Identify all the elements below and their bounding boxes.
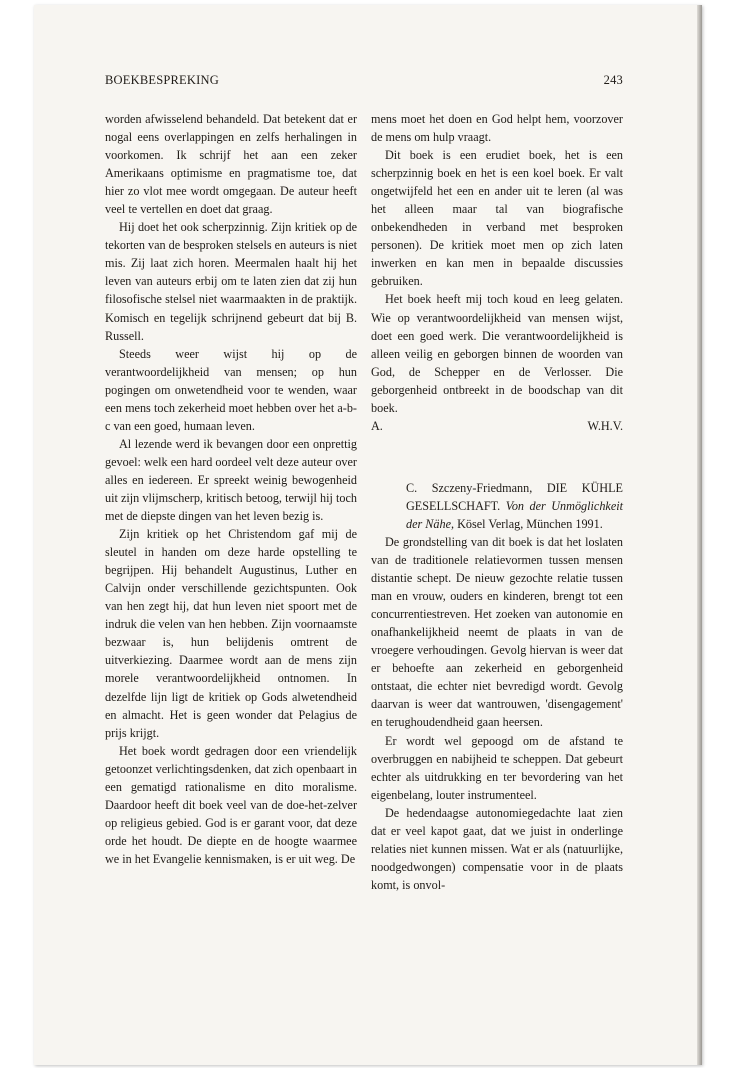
reviewer-initials: W.H.V. bbox=[587, 418, 623, 433]
page-edge-shadow bbox=[697, 5, 702, 1065]
paragraph: Al lezende werd ik bevangen door een onprettig gevoel: welk een hard oordeel velt deze auteur over alles en iedereen. Er spreekt weinig bewogenheid uit zijn vlijmscherp, kritisch betoog, terwijl hij toch met de diepste dingen van het leven bezig is. bbox=[105, 436, 357, 524]
book-author-title: C. Szczeny-Friedmann, DIE KÜHLE GESELLSCHAFT. bbox=[406, 480, 623, 513]
paragraph: Er wordt wel gepoogd om de afstand te overbruggen en nabijheid te scheppen. Dat gebeurt echter als uitdrukking en ter bevordering van het eigenbelang, louter instrumenteel. bbox=[371, 733, 623, 802]
section-title: BOEKBESPREKING bbox=[105, 73, 219, 87]
book-reference bbox=[371, 479, 623, 533]
paragraph: Het boek wordt gedragen door een vriendelijk getoonzet verlichtingsdenken, dat zich openbaart in een gematigd rationalisme en dito moralisme. Daardoor heeft dit boek veel van de doe-het-zelver op religieus gebied. God is er garant voor, dat deze orde het houdt. De diepte en de hoogte waarmee we in het Evangelie kennismaken, is er uit weg. De bbox=[105, 743, 357, 866]
paragraph: De grondstelling van dit boek is dat het loslaten van de traditionele relatievormen tussen mensen distantie schept. De nieuw gezochte relatie tussen man en vrouw, ouders en kinderen, brengt tot een concurrentiestreven. Het zoeken van autonomie en onafhankelijkheid neemt de plaats in van de vroegere verhoudingen. Gevolg hiervan is weer dat er behoefte aan zekerheid en geborgenheid ontstaat, die echter niet bevredigd wordt. Gevolg daarvan is weer dat wantrouwen, 'disengagement' en terughoudendheid gaan heersen. bbox=[371, 534, 623, 730]
review-signature bbox=[371, 417, 623, 435]
paragraph: worden afwisselend behandeld. Dat betekent dat er nogal eens overlappingen en zelfs herhalingen in voorkomen. Ik schrijf het aan een zeker Amerikaans optimisme en pragmatisme toe, dat hier zo vlot mee wordt omgegaan. De auteur heeft veel te vertellen en doet dat graag. bbox=[105, 112, 357, 217]
paragraph: De hedendaagse autonomiegedachte laat zien dat er veel kapot gaat, dat we juist in onderlinge relaties niet kunnen missen. Wat er als (natuurlijke, noodgedwongen) compensatie voor in de plaats komt, is onvol- bbox=[371, 805, 623, 892]
paragraph: Dit boek is een erudiet boek, het is een scherpzinnig boek en het is een koel boek. Er valt ongetwijfeld het een en ander uit te leren (al was het alleen maar tal van biografische onbekendheden in verband met besproken personen). De kritiek moet men op zich laten inwerken en kan men in bepaalde discussies gebruiken. bbox=[371, 148, 623, 289]
left-column bbox=[105, 110, 357, 868]
right-column bbox=[371, 110, 623, 894]
paragraph: Steeds weer wijst hij op de verantwoordelijkheid van mensen; op hun pogingen om onwetendheid voor te wenden, waar een mens toch zekerheid moet hebben over het a-b-c van een goed, humaan leven. bbox=[105, 346, 357, 433]
page-number: 243 bbox=[603, 73, 623, 87]
book-subtitle: Von der Unmöglichkeit der Nähe, bbox=[406, 498, 624, 531]
paragraph: mens moet het doen en God helpt hem, voorzover de mens om hulp vraagt. bbox=[371, 112, 623, 145]
book-publisher: Kösel Verlag, München 1991. bbox=[457, 516, 603, 531]
paragraph: Zijn kritiek op het Christendom gaf mij de sleutel in handen om deze harde opstelling te begrijpen. Hij behandelt Augustinus, Luther en Calvijn onder verschillende gezichtspunten. Ook van hen zegt hij, dat hun leven niet spoort met de indruk die velen van hen hebben. Zijn voornaamste bezwaar is, hun belijdenis omtrent de uitverkiezing. Daarmee wordt aan de mens zijn morele verantwoordelijkheid ontnomen. In dezelfde lijn ligt de kritiek op Gods alwetendheid en almacht. Het is geen wonder dat Pelagius de prijs krijgt. bbox=[105, 527, 357, 740]
signature-initial: A. bbox=[371, 418, 383, 433]
paragraph: Hij doet het ook scherpzinnig. Zijn kritiek op de tekorten van de besproken stelsels en auteurs is niet mis. Zij laat zich horen. Meermalen haalt hij het leven van auteurs erbij om te laten zien dat zij hun filosofische stelsel niet waarmaakten in de praktijk. Komisch en tegelijk schrijnend gebeurt dat bij B. Russell. bbox=[105, 220, 357, 343]
paragraph: Het boek heeft mij toch koud en leeg gelaten. Wie op verantwoordelijkheid van mensen wijst, doet een goed werk. Die verantwoordelijkheid is alleen veilig en geborgen binnen de woorden van God, de Schepper en de Verlosser. Die geborgenheid ontbreekt in de boodschap van dit boek. bbox=[371, 292, 623, 415]
